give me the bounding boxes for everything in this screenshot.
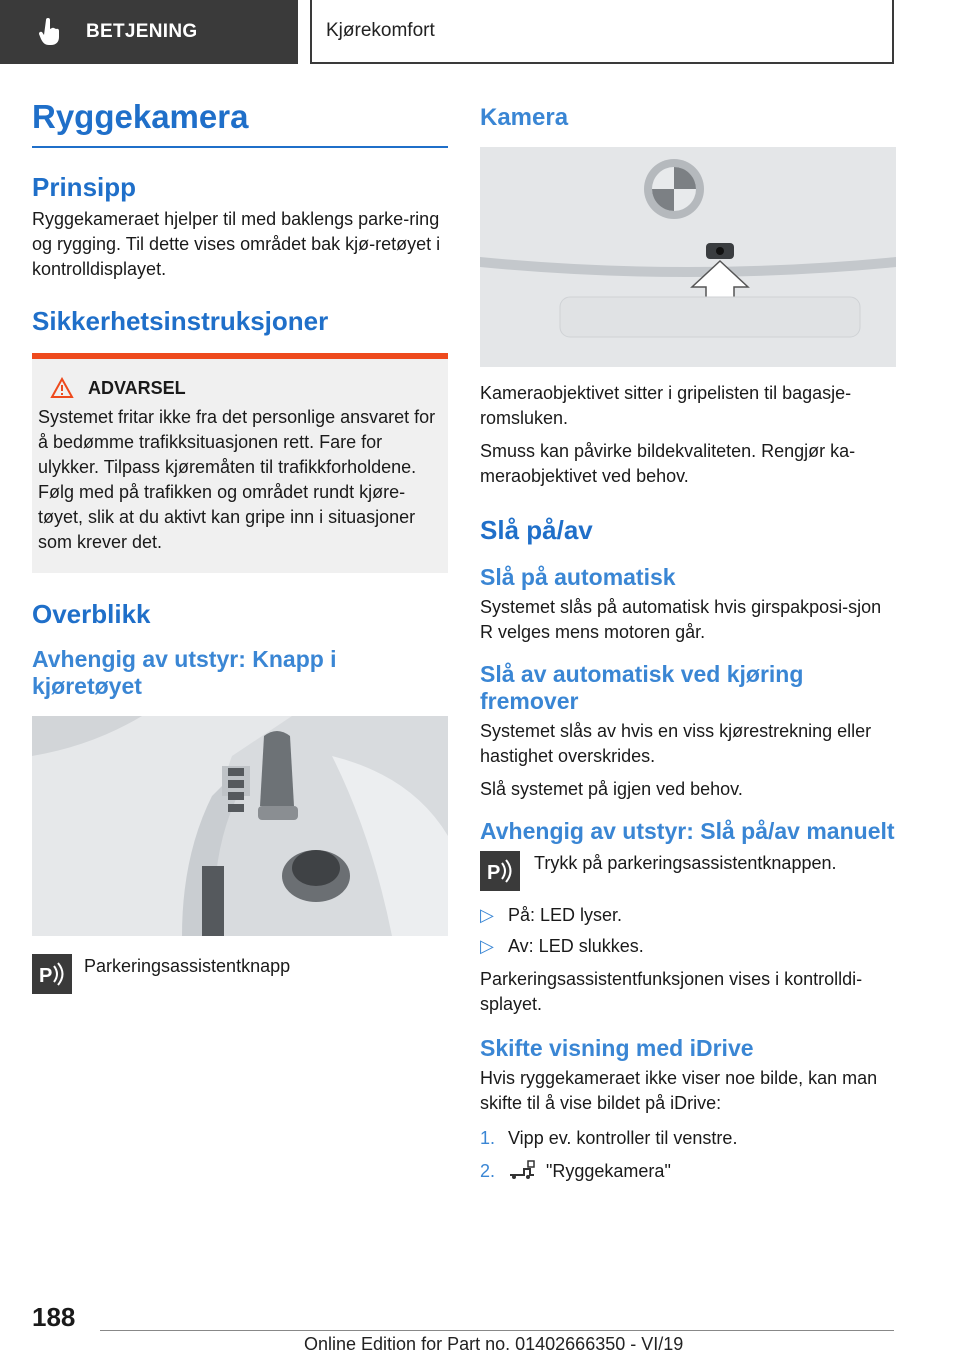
page-title: Ryggekamera — [32, 98, 448, 148]
svg-text:P: P — [487, 862, 501, 884]
list-item: 1. Vipp ev. kontroller til venstre. — [480, 1128, 738, 1148]
footer-divider — [100, 1330, 894, 1331]
auto-on-text: Systemet slås på automatisk hvis girspakposi-sjon R velges mens motoren går. — [480, 597, 882, 642]
overview-heading: Overblikk — [32, 599, 151, 629]
manual-text: Trykk på parkeringsassistentknappen. — [534, 853, 837, 873]
list-item: ▷ Av: LED slukkes. — [480, 936, 644, 956]
camera-photo — [480, 147, 896, 367]
camera-text-1: Kameraobjektivet sitter i gripelisten til bagasje-romsluken. — [480, 383, 852, 428]
warning-text: Systemet fritar ikke fra det personlige ansvaret for å bedømme trafikksituasjonen rett. Fare for ulykker. Tilpass kjøremåten til trafikkforholdene. Følg med på trafikken og området rundt kjøre-tøyet, slik at du aktivt kan gripe inn i situasjoner som krever det. — [38, 407, 436, 552]
rear-camera-icon — [508, 1159, 538, 1183]
auto-on-heading: Slå på automatisk — [480, 564, 676, 590]
onoff-heading: Slå på/av — [480, 515, 593, 545]
warning-title: ADVARSEL — [88, 377, 186, 398]
steps-list — [480, 1126, 896, 1184]
chapter-title: Kjørekomfort — [326, 20, 435, 41]
footer-edition: Online Edition for Part no. 01402666350 - VI/19 — [304, 1334, 684, 1354]
list-item: ▷ På: LED lyser. — [480, 905, 623, 925]
left-column — [32, 98, 448, 994]
warning-triangle-icon — [50, 377, 74, 399]
principle-text: Ryggekameraet hjelper til med baklengs parke-ring og rygging. Til dette vises området bak kjø-retøyet i kontrolldisplayet. — [32, 209, 441, 279]
console-photo — [32, 716, 448, 936]
section-label: BETJENING — [86, 21, 198, 42]
idrive-heading: Skifte visning med iDrive — [480, 1035, 754, 1061]
button-caption: Parkeringsassistentknapp — [84, 956, 291, 976]
safety-heading: Sikkerhetsinstruksjoner — [32, 306, 329, 336]
hand-pointer-icon — [38, 18, 64, 46]
list-item: 2. "Ryggekamera" — [480, 1161, 671, 1181]
page-number: 188 — [32, 1302, 76, 1332]
right-column — [480, 104, 896, 1184]
parking-assist-icon — [480, 851, 520, 891]
camera-heading: Kamera — [480, 104, 569, 131]
chapter-header — [310, 0, 894, 64]
parking-assist-icon — [32, 954, 72, 994]
warning-box — [32, 353, 448, 573]
auto-off-heading: Slå av automatisk ved kjøring fremover — [480, 661, 804, 714]
idrive-text: Hvis ryggekameraet ikke viser noe bilde, kan man skifte til å vise bildet på iDrive: — [480, 1068, 878, 1113]
auto-off-text-1: Systemet slås av hvis en viss kjørestrekning eller hastighet overskrides. — [480, 721, 872, 766]
camera-text-2: Smuss kan påvirke bildekvaliteten. Rengjør ka-meraobjektivet ved behov. — [480, 441, 856, 486]
section-tab — [0, 0, 298, 64]
led-list — [480, 903, 896, 959]
principle-heading: Prinsipp — [32, 172, 137, 202]
svg-text:P: P — [39, 965, 53, 987]
manual-heading: Avhengig av utstyr: Slå på/av manuelt — [480, 818, 895, 844]
function-text: Parkeringsassistentfunksjonen vises i kontrolldi-splayet. — [480, 969, 863, 1014]
auto-off-text-2: Slå systemet på igjen ved behov. — [480, 779, 743, 799]
equipment-heading: Avhengig av utstyr: Knapp i kjøretøyet — [32, 646, 337, 699]
